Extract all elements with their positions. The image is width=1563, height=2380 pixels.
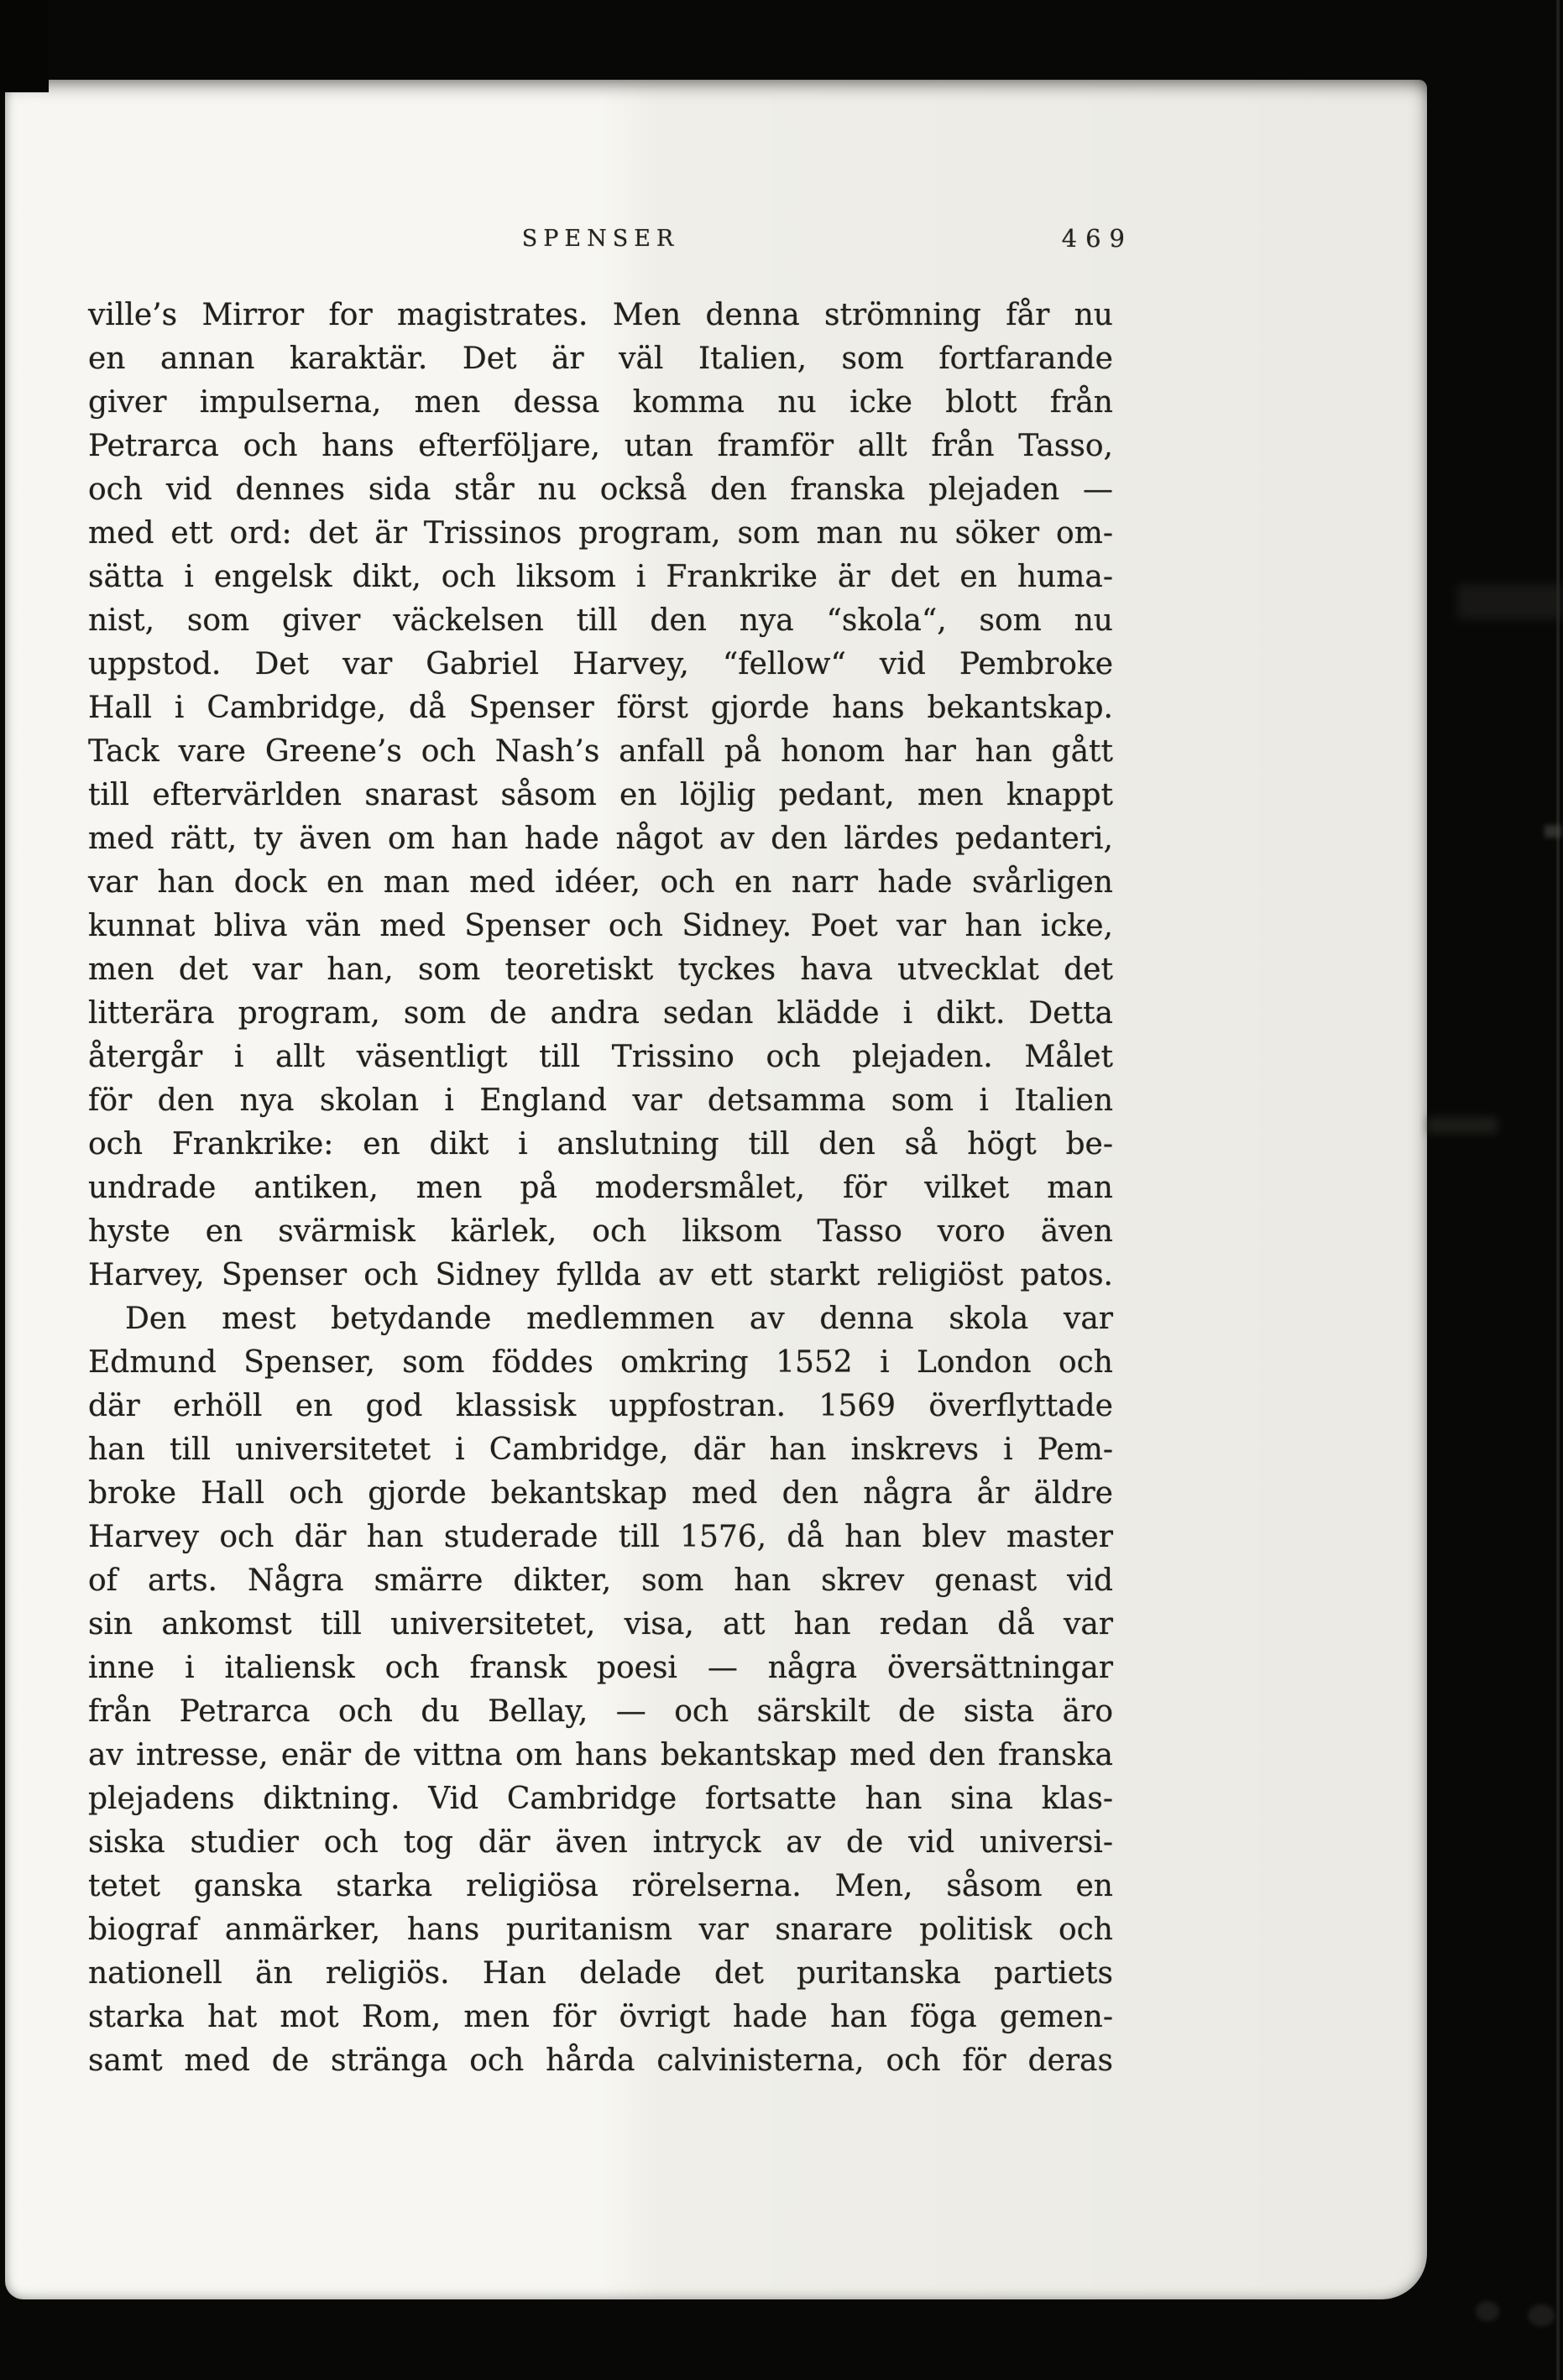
text-line: inne i italiensk och fransk poesi — några översättningar [88, 1651, 1113, 1685]
text-line: och Frankrike: en dikt i anslutning till den så högt be- [88, 1127, 1113, 1161]
text-line: litterära program, som de andra sedan klädde i dikt. Detta [88, 996, 1113, 1031]
running-header [88, 224, 1133, 259]
text-line: Tack vare Greene’s och Nash’s anfall på honom har han gått [88, 734, 1113, 769]
scan-artifact-streak [1457, 584, 1563, 619]
text-line: var han dock en man med idéer, och en narr hade svårligen [88, 865, 1113, 900]
text-line: Harvey, Spenser och Sidney fyllda av ett starkt religiöst patos. [88, 1258, 1113, 1292]
text-line: plejadens diktning. Vid Cambridge fortsatte han sina klas- [88, 1782, 1113, 1816]
page-number: 469 [1061, 224, 1133, 253]
scan-artifact-dot [1528, 2304, 1555, 2326]
text-line: giver impulserna, men dessa komma nu icke blott från [88, 385, 1113, 420]
text-line: siska studier och tog där även intryck av de vid universi- [88, 1825, 1113, 1860]
scan-artifact-dot [1476, 2301, 1499, 2321]
text-line: tetet ganska starka religiösa rörelserna. Men, såsom en [88, 1869, 1113, 1903]
text-line: och vid dennes sida står nu också den franska plejaden — [88, 472, 1113, 507]
text-line: återgår i allt väsentligt till Trissino och plejaden. Målet [88, 1040, 1113, 1074]
scan-artifact-right-edge-line [1556, 0, 1560, 2380]
scan-artifact-streak [1427, 1117, 1498, 1134]
text-line: biograf anmärker, hans puritanism var snarare politisk och [88, 1913, 1113, 1947]
text-line: Petrarca och hans efterföljare, utan framför allt från Tasso, [88, 429, 1113, 463]
text-line: hyste en svärmisk kärlek, och liksom Tasso voro även [88, 1214, 1113, 1249]
text-line: en annan karaktär. Det är väl Italien, som fortfarande [88, 342, 1113, 376]
scan-artifact-streak [1545, 825, 1561, 838]
text-line: ville’s Mirror for magistrates. Men denna strömning får nu [88, 298, 1113, 332]
scan-artifact-top-left-notch [0, 0, 49, 92]
text-line: med rätt, ty även om han hade något av den lärdes pedanteri, [88, 822, 1113, 856]
text-line: undrade antiken, men på modersmålet, för vilket man [88, 1171, 1113, 1205]
text-line: av intresse, enär de vittna om hans bekantskap med den franska [88, 1738, 1113, 1772]
text-line: nist, som giver väckelsen till den nya “skola“, som nu [88, 603, 1113, 638]
text-line: nationell än religiös. Han delade det puritanska partiets [88, 1956, 1113, 1991]
text-line: samt med de stränga och hårda calvinisterna, och för deras [88, 2043, 1113, 2078]
text-line: Den mest betydande medlemmen av denna skola var [125, 1302, 1113, 1336]
text-line: sin ankomst till universitetet, visa, att han redan då var [88, 1607, 1113, 1641]
text-line: för den nya skolan i England var detsamma som i Italien [88, 1083, 1113, 1118]
text-line: of arts. Några smärre dikter, som han skrev genast vid [88, 1563, 1113, 1598]
text-line: uppstod. Det var Gabriel Harvey, “fellow“ vid Pembroke [88, 647, 1113, 681]
text-line: men det var han, som teoretiskt tyckes hava utvecklat det [88, 953, 1113, 987]
text-line: till eftervärlden snarast såsom en löjlig pedant, men knappt [88, 778, 1113, 812]
text-line: starka hat mot Rom, men för övrigt hade han föga gemen- [88, 2000, 1113, 2034]
text-line: där erhöll en god klassisk uppfostran. 1569 överflyttade [88, 1389, 1113, 1423]
running-header-title: SPENSER [521, 226, 680, 252]
book-page [5, 80, 1427, 2299]
text-line: Hall i Cambridge, då Spenser först gjorde hans bekantskap. [88, 691, 1113, 725]
body-text [88, 294, 1113, 2083]
text-line: Edmund Spenser, som föddes omkring 1552 i London och [88, 1345, 1113, 1380]
text-line: sätta i engelsk dikt, och liksom i Frankrike är det en huma- [88, 560, 1113, 594]
text-line: han till universitetet i Cambridge, där han inskrevs i Pem- [88, 1433, 1113, 1467]
text-line: med ett ord: det är Trissinos program, som man nu söker om- [88, 516, 1113, 551]
text-line: broke Hall och gjorde bekantskap med den några år äldre [88, 1476, 1113, 1511]
text-line: Harvey och där han studerade till 1576, då han blev master [88, 1520, 1113, 1554]
text-line: kunnat bliva vän med Spenser och Sidney. Poet var han icke, [88, 909, 1113, 943]
text-line: från Petrarca och du Bellay, — och särskilt de sista äro [88, 1694, 1113, 1729]
